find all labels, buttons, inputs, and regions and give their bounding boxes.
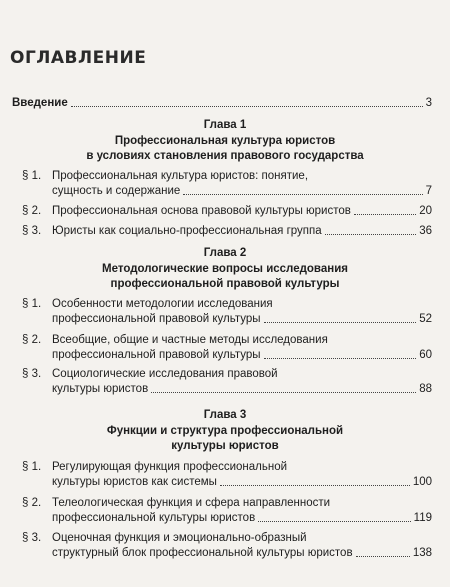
toc-section[interactable] — [22, 531, 432, 561]
section-title-line: культуры юристов — [52, 383, 149, 395]
section-number: § 2. — [22, 205, 42, 217]
page-number: 3 — [425, 97, 432, 109]
dot-leader — [264, 321, 417, 323]
chapter-2-heading: Глава 2 — [203, 247, 247, 259]
section-number: § 2. — [22, 334, 42, 346]
section-number: § 2. — [22, 497, 42, 509]
section-title-line: Регулирующая функция профессиональной — [52, 461, 288, 473]
section-title-line: Профессиональная основа правовой культуры юристов — [52, 205, 351, 217]
page-number: 138 — [412, 547, 432, 559]
toc-section[interactable] — [22, 297, 432, 327]
section-title-line: профессиональной культуры юристов — [52, 512, 256, 524]
toc-section[interactable] — [22, 169, 432, 199]
chapter-2-title-line: профессиональной правовой культуры — [110, 278, 340, 290]
toc-section[interactable] — [22, 460, 432, 490]
toc-section[interactable] — [22, 367, 432, 397]
section-title-line: профессиональной правовой культуры — [52, 349, 261, 361]
dot-leader — [71, 105, 423, 107]
chapter-2-title-line: Методологические вопросы исследования — [102, 263, 348, 275]
section-number: § 1. — [22, 298, 42, 310]
section-number: § 3. — [22, 532, 42, 544]
dot-leader — [183, 193, 422, 195]
section-title-line: Особенности методологии исследования — [52, 298, 273, 310]
page-number: 60 — [419, 349, 432, 361]
chapter-1-title-line: Профессиональная культура юристов — [114, 135, 336, 147]
section-number: § 3. — [22, 368, 42, 380]
dot-leader — [356, 555, 410, 557]
section-title-line: Профессиональная культура юристов: понятие, — [52, 170, 309, 182]
chapter-3-heading: Глава 3 — [203, 409, 247, 421]
dot-leader — [325, 233, 417, 235]
page-number: 119 — [413, 512, 432, 524]
toc-title: ОГЛАВЛЕНИЕ — [10, 48, 147, 68]
chapter-1-title-line: в условиях становления правового государства — [86, 150, 364, 162]
section-title-line: Юристы как социально-профессиональная группа — [52, 225, 322, 237]
dot-leader — [258, 520, 410, 522]
toc-section[interactable] — [22, 224, 432, 239]
dot-leader — [264, 357, 417, 359]
section-title-line: Телеологическая функция и сфера направленности — [52, 497, 331, 509]
section-number: § 3. — [22, 225, 42, 237]
page-number: 88 — [419, 383, 432, 395]
toc-entry-intro[interactable] — [12, 96, 432, 111]
section-number: § 1. — [22, 170, 42, 182]
section-title-line: культуры юристов как системы — [52, 476, 217, 488]
section-title-line: сущность и содержание — [52, 185, 181, 197]
toc-section[interactable] — [22, 496, 432, 526]
section-title-line: Оценочная функция и эмоционально-образный — [52, 532, 307, 544]
entry-label: Введение — [12, 97, 68, 109]
section-number: § 1. — [22, 461, 42, 473]
section-title-line: Социологические исследования правовой — [52, 368, 278, 380]
page-number: 20 — [419, 205, 432, 217]
chapter-3-title-line: Функции и структура профессиональной — [106, 425, 344, 437]
page-number: 52 — [419, 313, 432, 325]
dot-leader — [354, 213, 416, 215]
page-number: 100 — [412, 476, 432, 488]
chapter-1-heading: Глава 1 — [203, 119, 247, 131]
chapter-3-title-line: культуры юристов — [171, 440, 279, 452]
section-title-line: профессиональной правовой культуры — [52, 313, 261, 325]
page-number: 36 — [419, 225, 432, 237]
toc-section[interactable] — [22, 333, 432, 363]
page-number: 7 — [425, 185, 432, 197]
toc-section[interactable] — [22, 204, 432, 219]
dot-leader — [151, 391, 416, 393]
section-title-line: Всеобщие, общие и частные методы исследования — [52, 334, 328, 346]
section-title-line: структурный блок профессиональной культуры юристов — [52, 547, 353, 559]
dot-leader — [220, 484, 410, 486]
